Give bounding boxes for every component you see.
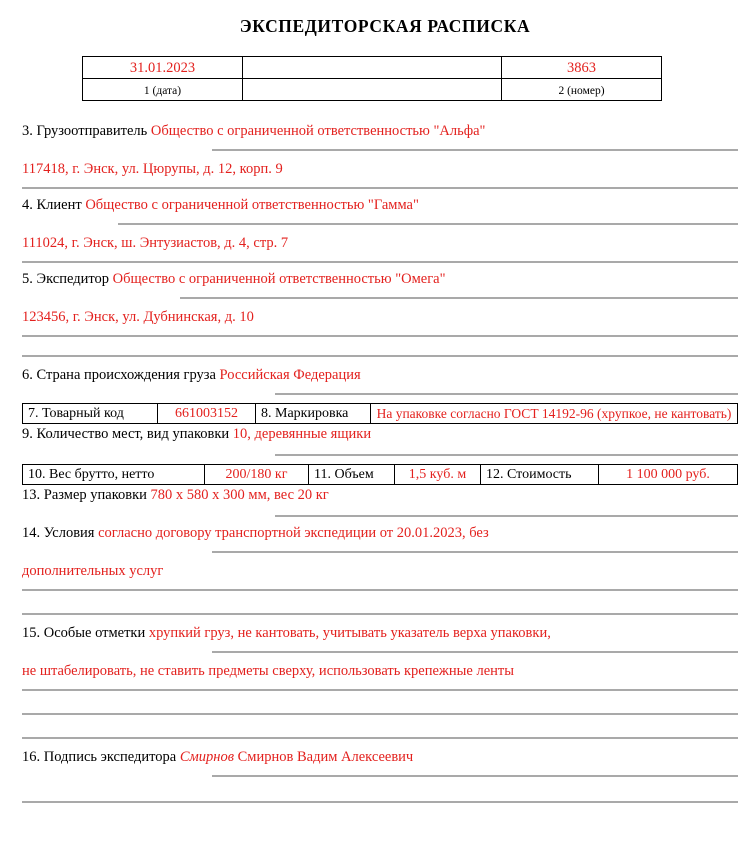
field-13-label: 13. Размер упаковки: [22, 487, 147, 503]
field-14-value-row-2: [0, 563, 750, 579]
field-8-value-cell[interactable]: [371, 404, 738, 424]
field-4-value[interactable]: Общество с ограниченной ответственностью "Гамма": [85, 197, 419, 213]
date-value: 31.01.2023: [129, 59, 196, 76]
field-12-value: 1 100 000 руб.: [626, 467, 710, 482]
field-7-value-cell[interactable]: [158, 404, 256, 424]
field-11-label-cell: [309, 465, 395, 485]
field-4-address-row: [0, 235, 750, 251]
field-3-label: 3. Грузоотправитель: [22, 123, 148, 139]
field-6-country-of-origin: [0, 367, 750, 383]
field-14-label: 14. Условия: [22, 525, 95, 541]
field-15-value-row-2: [0, 663, 750, 679]
field-12-value-cell[interactable]: [599, 465, 738, 485]
field-10-label-cell: [23, 465, 205, 485]
header-middle-caption-cell: [243, 79, 502, 101]
field-12-label: 12. Стоимость: [486, 467, 572, 482]
field-8-label: 8. Маркировка: [261, 406, 349, 421]
table-row: [83, 57, 662, 79]
date-value-cell[interactable]: [83, 57, 243, 79]
goods-code-table-container: [0, 403, 750, 424]
signature-mark[interactable]: Смирнов: [179, 749, 234, 765]
weight-volume-value-table: [22, 464, 738, 485]
field-5-address-row: [0, 309, 750, 325]
weight-volume-value-table-container: [0, 464, 750, 485]
field-4-address[interactable]: 111024, г. Энск, ш. Энтузиастов, д. 4, стр. 7: [22, 235, 289, 251]
field-10-value-cell[interactable]: [205, 465, 309, 485]
field-7-value: 661003152: [175, 406, 238, 421]
header-table-container: [0, 56, 750, 101]
number-caption: 2 (номер): [558, 84, 605, 97]
field-13-value[interactable]: 780 х 580 х 300 мм, вес 20 кг: [150, 487, 329, 503]
number-caption-cell: [502, 79, 662, 101]
field-15-value-line-2[interactable]: не штабелировать, не ставить предметы сверху, использовать крепежные ленты: [22, 663, 514, 679]
goods-code-table: [22, 403, 738, 424]
field-5-forwarder: [0, 271, 750, 287]
header-middle-value-cell[interactable]: [243, 57, 502, 79]
field-8-label-cell: [256, 404, 371, 424]
field-7-label-cell: [23, 404, 158, 424]
field-3-address[interactable]: 117418, г. Энск, ул. Цюрупы, д. 12, корп. 9: [22, 161, 283, 177]
field-4-label: 4. Клиент: [22, 197, 82, 213]
field-16-label: 16. Подпись экспедитора: [22, 749, 177, 765]
field-15-label: 15. Особые отметки: [22, 625, 146, 641]
number-value: 3863: [567, 59, 596, 76]
field-9-label: 9. Количество мест, вид упаковки: [22, 426, 230, 442]
field-6-value[interactable]: Российская Федерация: [219, 367, 361, 383]
field-5-value[interactable]: Общество с ограниченной ответственностью "Омега": [112, 271, 446, 287]
table-row: [23, 465, 738, 485]
field-11-value-cell[interactable]: [395, 465, 481, 485]
field-7-label: 7. Товарный код: [28, 406, 124, 421]
field-8-value: На упаковке согласно ГОСТ 14192-96 (хрупкое, не кантовать): [376, 405, 732, 421]
field-10-label: 10. Вес брутто, нетто: [28, 467, 155, 482]
table-row: [23, 404, 738, 424]
field-14-value-line-1[interactable]: согласно договору транспортной экспедиции от 20.01.2023, без: [98, 525, 489, 541]
header-table: [82, 56, 662, 101]
field-9-value[interactable]: 10, деревянные ящики: [232, 426, 372, 442]
field-14-conditions: [0, 525, 750, 541]
field-15-special-marks: [0, 625, 750, 641]
field-3-value[interactable]: Общество с ограниченной ответственностью "Альфа": [150, 123, 486, 139]
field-11-label: 11. Объем: [314, 467, 374, 482]
field-14-value-line-2[interactable]: дополнительных услуг: [22, 563, 164, 579]
field-3-consignor: [0, 123, 750, 139]
field-6-label: 6. Страна происхождения груза: [22, 367, 216, 383]
page-title: ЭКСПЕДИТОРСКАЯ РАСПИСКА: [239, 16, 531, 36]
date-caption-cell: [83, 79, 243, 101]
field-12-label-cell: [481, 465, 599, 485]
field-16-forwarder-signature: [0, 749, 750, 765]
field-15-value-line-1[interactable]: хрупкий груз, не кантовать, учитывать указатель верха упаковки,: [148, 625, 551, 641]
table-row: [83, 79, 662, 101]
field-4-client: [0, 197, 750, 213]
field-3-address-row: [0, 161, 750, 177]
field-9-packages: [0, 426, 750, 442]
bottom-rule: [22, 801, 738, 803]
field-5-address[interactable]: 123456, г. Энск, ул. Дубнинская, д. 10: [22, 309, 254, 325]
date-caption: 1 (дата): [143, 84, 182, 97]
field-16-name[interactable]: Смирнов Вадим Алексеевич: [237, 749, 414, 765]
field-5-label: 5. Экспедитор: [22, 271, 109, 287]
number-value-cell[interactable]: [502, 57, 662, 79]
field-11-value: 1,5 куб. м: [408, 467, 467, 482]
field-10-value: 200/180 кг: [225, 467, 288, 482]
field-13-package-size: [0, 487, 750, 503]
document-page: [0, 16, 750, 845]
